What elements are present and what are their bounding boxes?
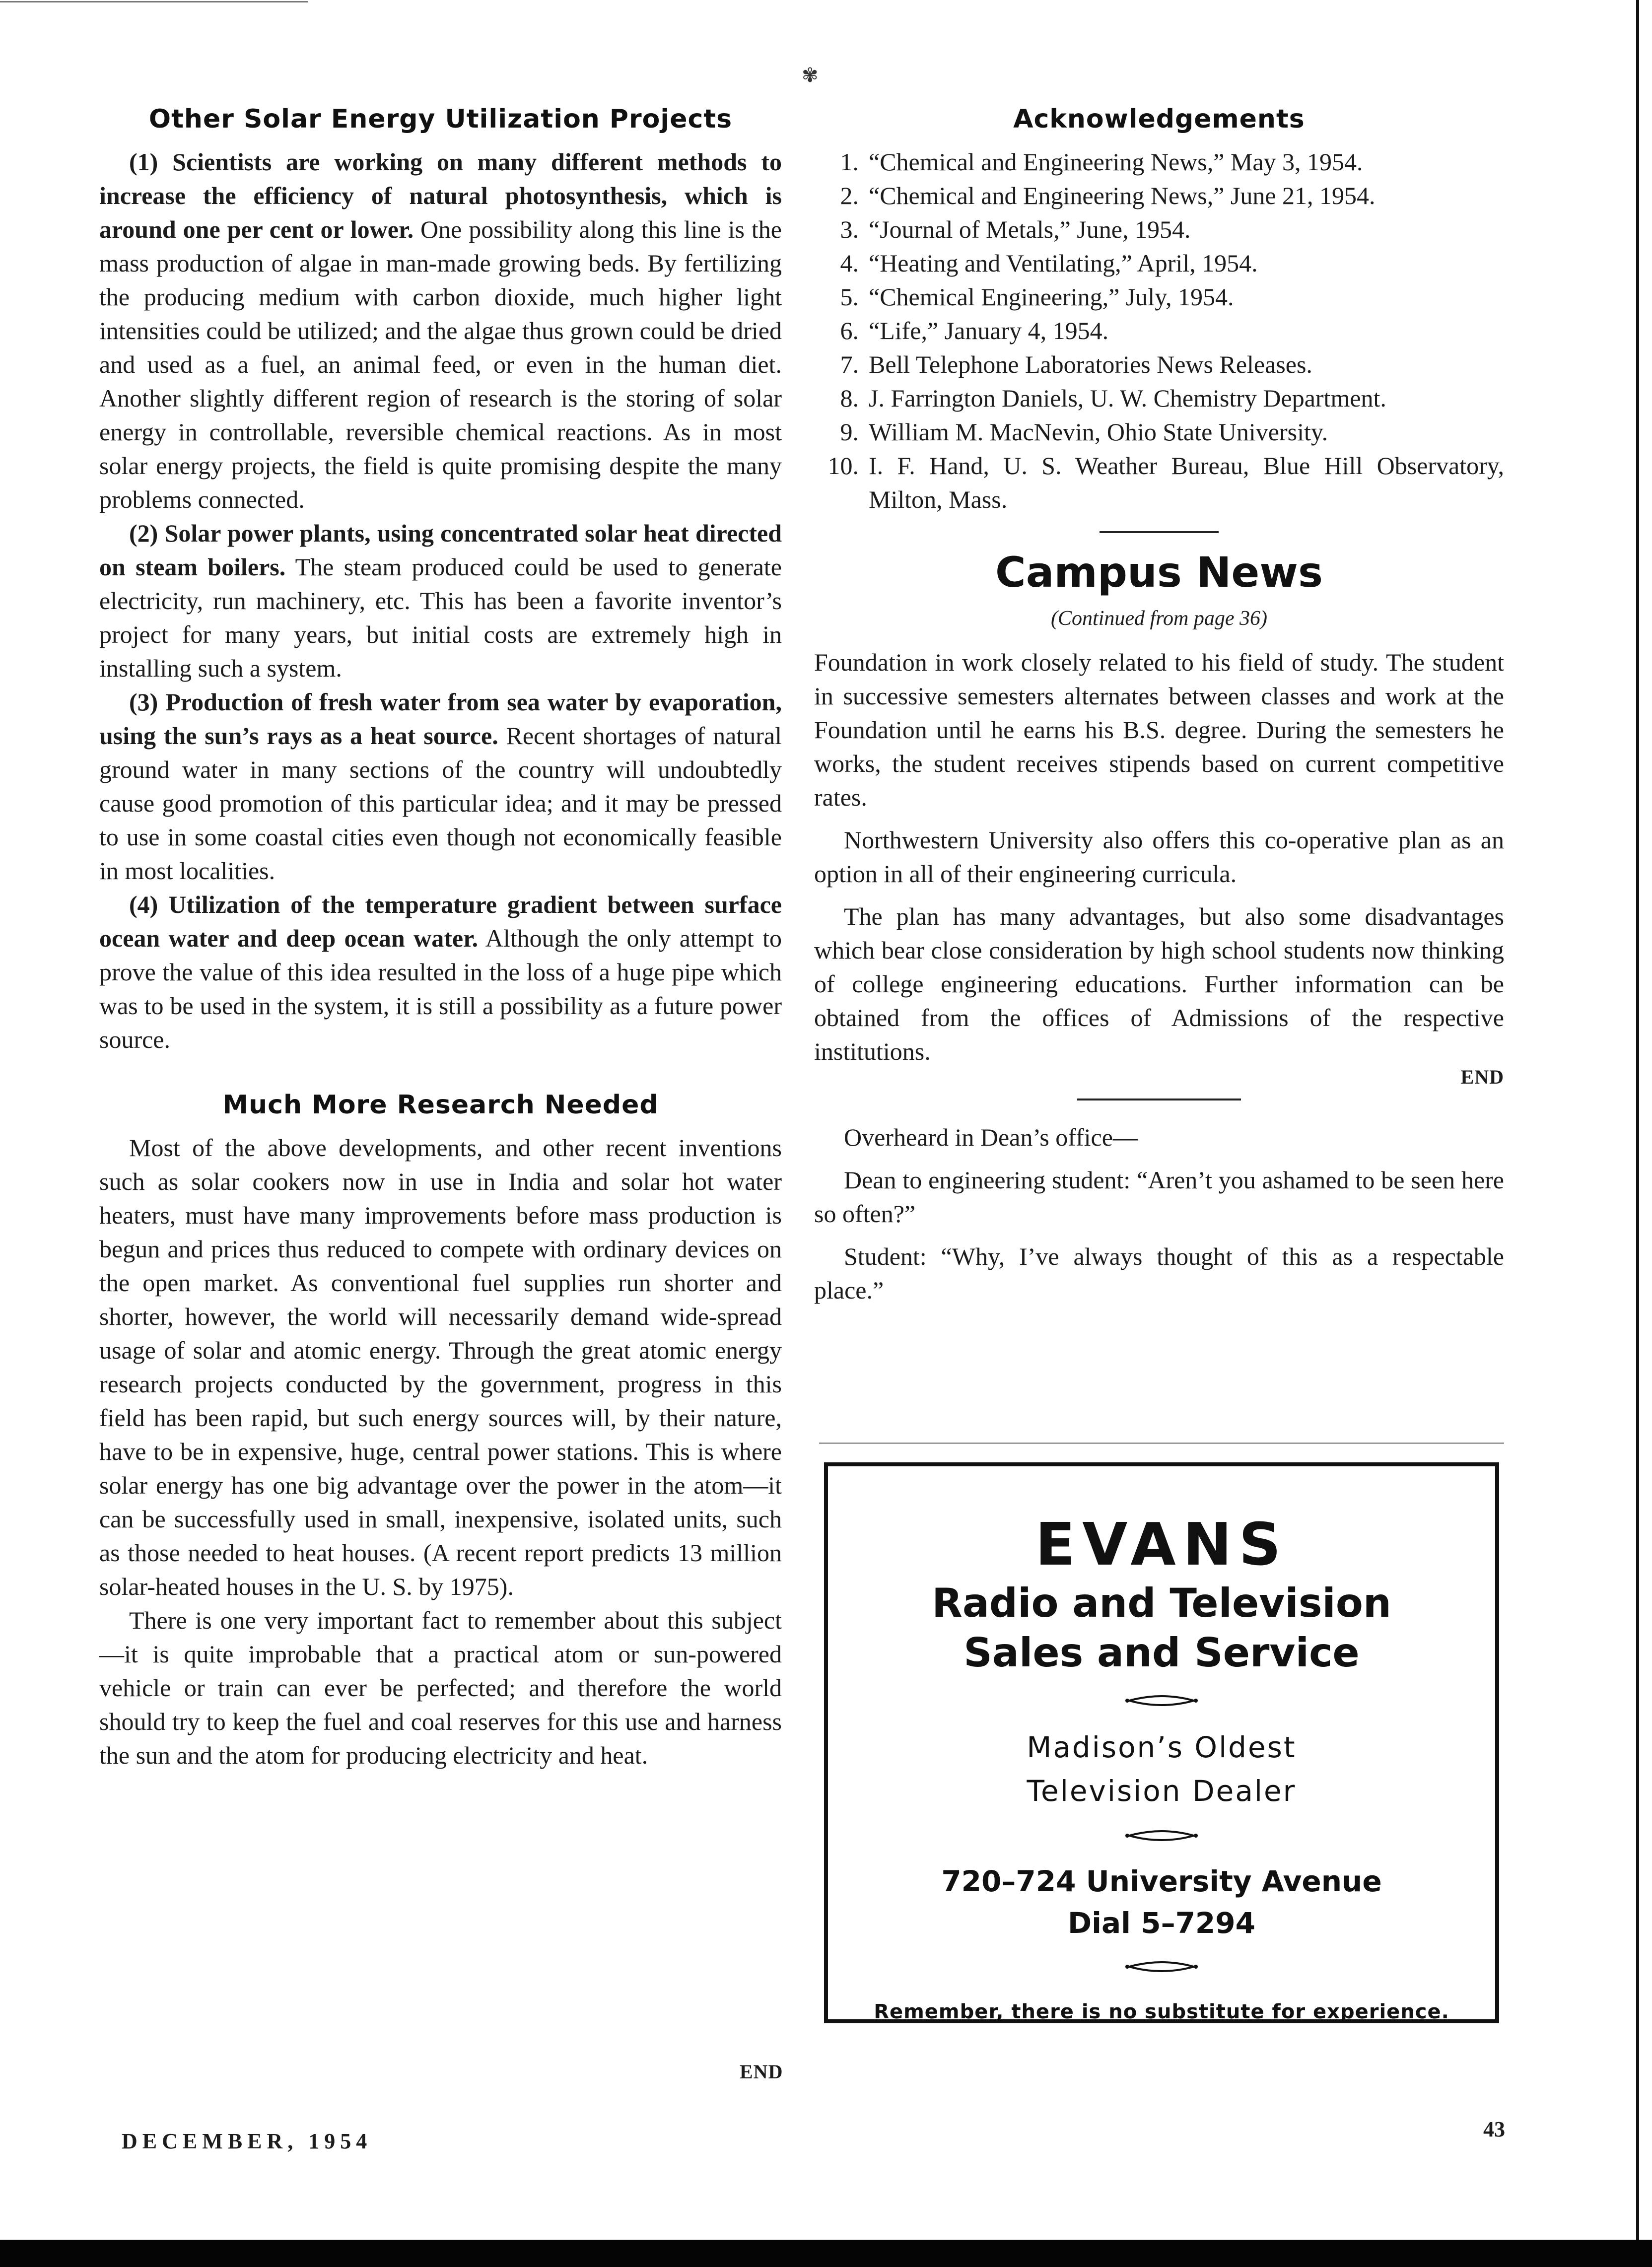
ad-slogan: Remember, there is no substitute for experience.: [874, 2000, 1449, 2023]
acknowledgements-list: [814, 145, 1504, 516]
list-item: 9. William M. MacNevin, Ohio State University.: [840, 418, 1328, 446]
paragraph-4: (4) Utilization of the temperature gradient between surface ocean water and deep ocean water. Although the only attempt to prove the value of this idea resulted in the loss of a huge pipe which was to be used in the system, it is still a possibility as a future power source.: [99, 891, 782, 1053]
joke-line-2: Dean to engineering student: “Aren’t you ashamed to be seen here so often?”: [814, 1166, 1504, 1228]
campus-news-title: Campus News: [995, 548, 1323, 597]
campus-paragraph-3: The plan has many advantages, but also some disadvantages which bear close consideration by high school students now thinking of college engineering educations. Further information can be obtained from the offices of Admissions of the respective institutions.: [814, 902, 1504, 1065]
list-item: 3. “Journal of Metals,” June, 1954.: [840, 215, 1191, 243]
paragraph-3: (3) Production of fresh water from sea water by evaporation, using the sun’s rays as a heat source. Recent shortages of natural ground water in many sections of the country will undoubtedly cause good promotion of this particular idea; and it may be pressed to use in some coastal cities even though not economically feasible in most localities.: [99, 688, 782, 885]
ad-brand-name: EVANS: [1035, 1510, 1288, 1579]
campus-paragraph-1: Foundation in work closely related to his field of study. The student in successive semesters alternates between classes and work at the Foundation until he earns his B.S. degree. During the semesters he works, the student receives stipends based on current competitive rates.: [814, 648, 1504, 811]
right-column: [814, 104, 1504, 1316]
section-divider: [1077, 1099, 1241, 1100]
ad-tagline-1: Madison’s Oldest: [1027, 1730, 1297, 1764]
page-number: 43: [1483, 2117, 1505, 2141]
end-mark-right: END: [1460, 1066, 1504, 1088]
ad-headline-1: Radio and Television: [932, 1580, 1391, 1626]
heading-acknowledgements: Acknowledgements: [1013, 104, 1305, 134]
ad-headline-2: Sales and Service: [964, 1630, 1360, 1676]
list-item: 8. J. Farrington Daniels, U. W. Chemistry Department.: [840, 384, 1386, 412]
printer-ornament-icon: ✾: [802, 64, 819, 86]
joke-line-1: Overheard in Dean’s office—: [844, 1123, 1138, 1151]
ornament-icon: [1124, 1830, 1199, 1842]
ad-phone: Dial 5–7294: [1067, 1906, 1256, 1940]
scan-edge-right: [1636, 0, 1652, 2267]
list-item: 1. “Chemical and Engineering News,” May 3, 1954.: [840, 148, 1363, 176]
list-item: 7. Bell Telephone Laboratories News Releases.: [840, 350, 1312, 378]
list-item: 10. I. F. Hand, U. S. Weather Bureau, Blue Hill Observatory, Milton, Mass.: [827, 452, 1504, 513]
top-edge-line: [0, 1, 308, 2]
list-item: 4. “Heating and Ventilating,” April, 1954.: [840, 249, 1258, 277]
list-item: 2. “Chemical and Engineering News,” June 21, 1954.: [840, 182, 1376, 209]
paragraph-5: Most of the above developments, and other recent inventions such as solar cookers now in use in India and solar hot water heaters, must have many improvements before mass production is begun and prices thus reduced to compete with ordinary devices on the open market. As conventional fuel supplies run shorter and shorter, however, the world will necessarily demand wide-spread usage of solar and atomic energy. Through the great atomic energy research projects conducted by the government, progress in this field has been rapid, but such energy sources will, by their nature, have to be in expensive, huge, central power stations. This is where solar energy has one big advantage over the power in the atom—it can be successfully used in small, inexpensive, isolated units, such as those needed to heat houses. (A recent report predicts 13 million solar-heated houses in the U. S. by 1975).: [99, 1134, 782, 1600]
left-column: [99, 104, 782, 1772]
continued-note: (Continued from page 36): [1051, 607, 1267, 630]
end-mark-left: END: [740, 2061, 783, 2083]
paragraph-1: (1) Scientists are working on many different methods to increase the efficiency of natural photosynthesis, which is around one per cent or lower. One possibility along this line is the mass production of algae in man-made growing beds. By fertilizing the producing medium with carbon dioxide, much higher light intensities could be utilized; and the algae thus grown could be dried and used as a fuel, an animal feed, or even in the human diet. Another slightly different region of research is the storing of solar energy in controllable, reversible chemical reactions. As in most solar energy projects, the field is quite promising despite the many problems connected.: [99, 148, 782, 513]
issue-date: DECEMBER, 1954: [122, 2129, 372, 2153]
campus-paragraph-2: Northwestern University also offers this co-operative plan as an option in all of their engineering curricula.: [814, 826, 1504, 888]
list-item: 6. “Life,” January 4, 1954.: [840, 317, 1109, 344]
heading-other-solar-projects: Other Solar Energy Utilization Projects: [148, 104, 733, 134]
ad-top-rule: [819, 1443, 1504, 1444]
ornament-icon: [1124, 1695, 1199, 1707]
scan-edge-bottom: [0, 2240, 1652, 2267]
list-item: 5. “Chemical Engineering,” July, 1954.: [840, 283, 1234, 311]
ad-address: 720–724 University Avenue: [941, 1864, 1382, 1898]
ornament-icon: [1124, 1961, 1199, 1973]
ad-tagline-2: Television Dealer: [1027, 1774, 1297, 1808]
heading-research-needed: Much More Research Needed: [222, 1090, 659, 1120]
section-divider: [1100, 531, 1219, 533]
paragraph-6: There is one very important fact to remember about this subject—it is quite improbable that a practical atom or sun-powered vehicle or train can ever be perfected; and therefore the world should try to keep the fuel and coal reserves for this use and harness the sun and the atom for producing electricity and heat.: [99, 1606, 782, 1769]
evans-advertisement: [824, 1462, 1499, 2023]
paragraph-2: (2) Solar power plants, using concentrated solar heat directed on steam boilers. The steam produced could be used to generate electricity, run machinery, etc. This has been a favorite inventor’s project for many years, but initial costs are extremely high in installing such a system.: [99, 519, 782, 682]
joke-line-3: Student: “Why, I’ve always thought of this as a respectable place.”: [814, 1242, 1504, 1304]
